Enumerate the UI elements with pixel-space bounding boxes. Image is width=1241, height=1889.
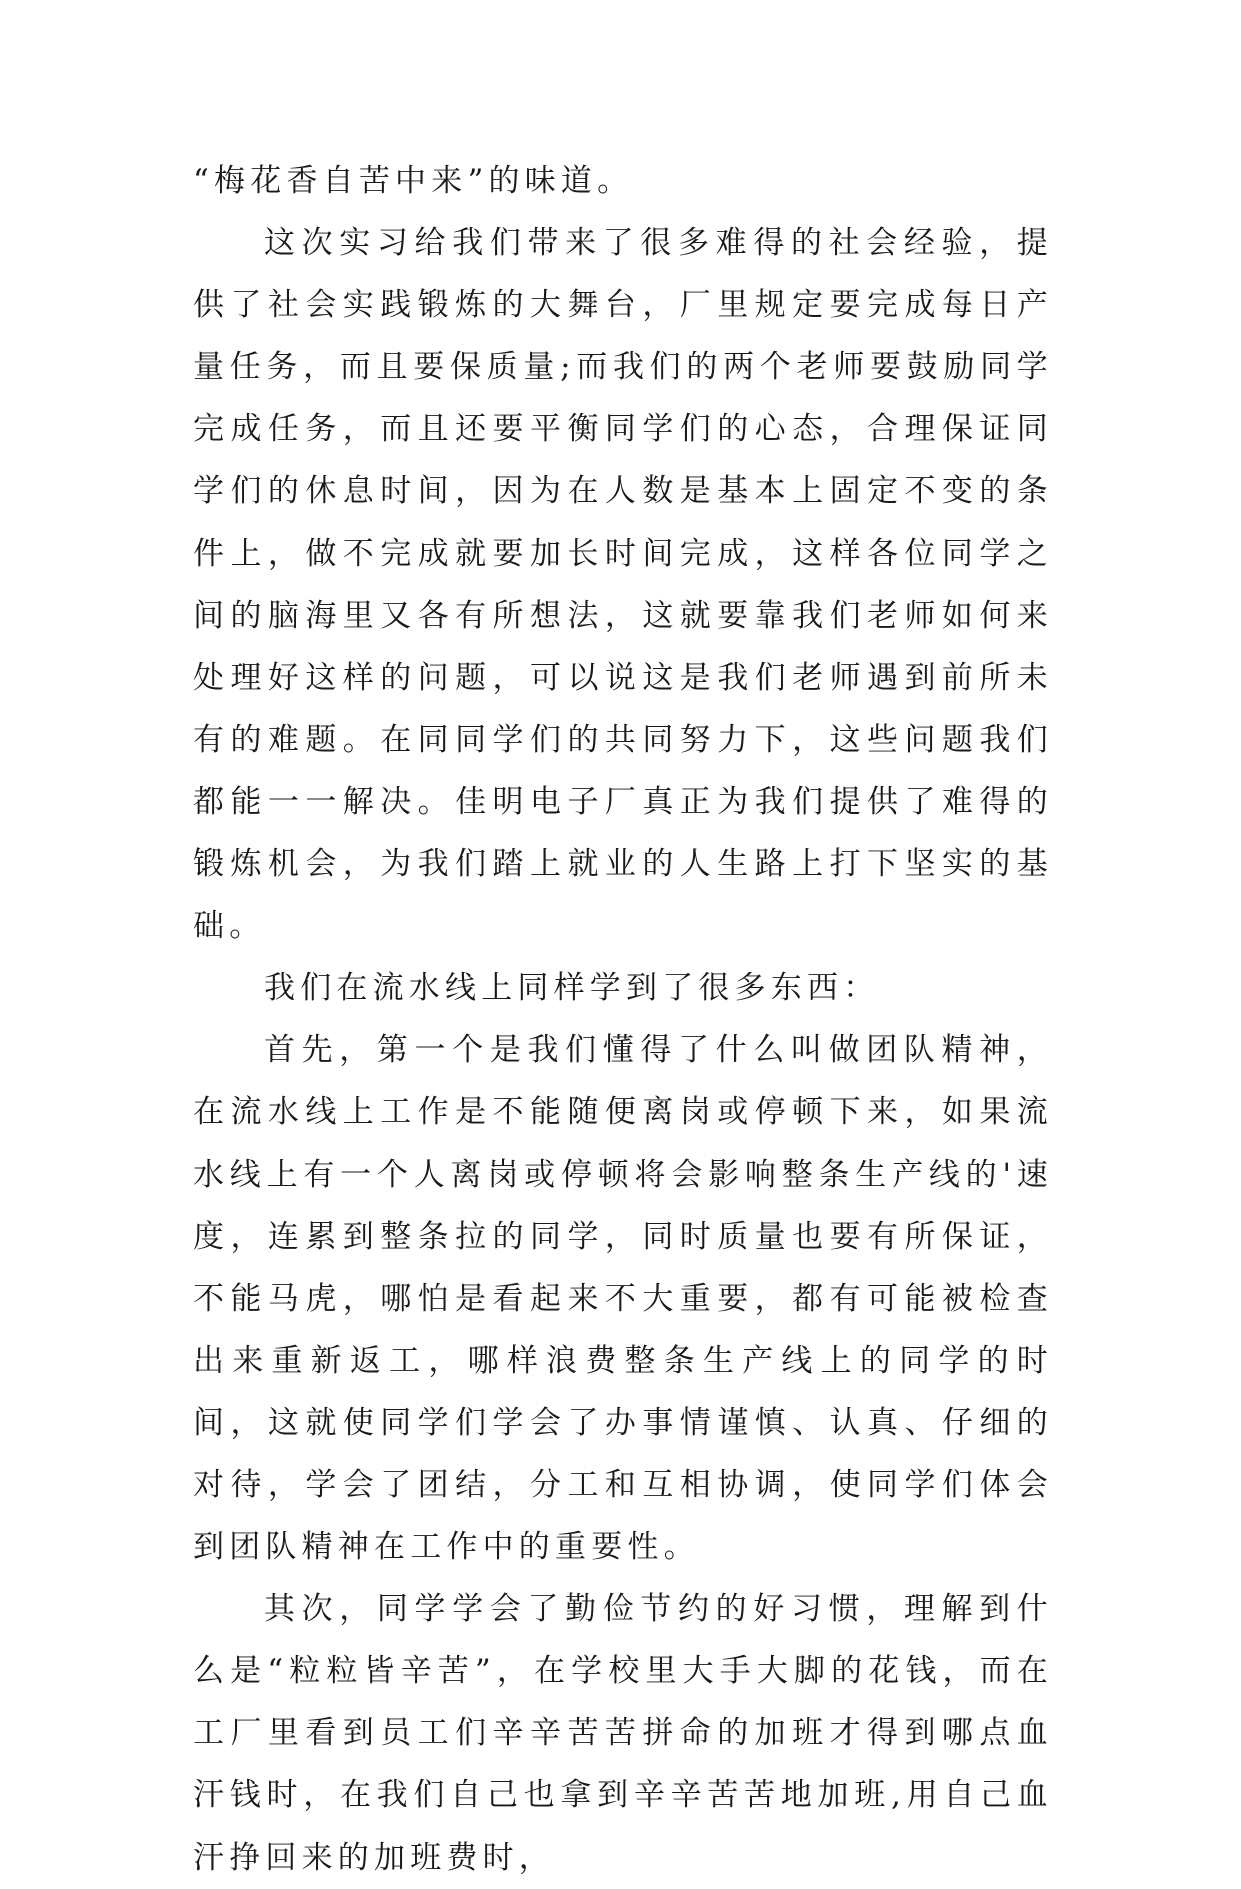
paragraph-internship-experience: 这次实习给我们带来了很多难得的社会经验，提供了社会实践锻炼的大舞台，厂里规定要完成每日产量任务，而且要保质量;而我们的两个老师要鼓励同学完成任务，而且还要平衡同学们的心态，合理保证同学们的休息时间，因为在人数是基本上固定不变的条件上，做不完成就要加长时间完成，这样各位同学之间的脑海里又各有所想法，这就要靠我们老师如何来处理好这样的问题，可以说这是我们老师遇到前所未有的难题。在同同学们的共同努力下，这些问题我们都能一一解决。佳明电子厂真正为我们提供了难得的锻炼机会，为我们踏上就业的人生路上打下坚实的基础。 — [193, 225, 1053, 945]
paragraph-thrift: 其次，同学学会了勤俭节约的好习惯，理解到什么是“粒粒皆辛苦”，在学校里大手大脚的花钱，而在工厂里看到员工们辛辛苦苦拼命的加班才得到哪点血汗钱时，在我们自己也拿到辛辛苦苦地加班,用自己血汗挣回来的加班费时， — [193, 1591, 1053, 1876]
body-text — [193, 150, 1053, 1889]
paragraph-team-spirit: 首先，第一个是我们懂得了什么叫做团队精神，在流水线上工作是不能随便离岗或停顿下来，如果流水线上有一个人离岗或停顿将会影响整条生产线的'速度，连累到整条拉的同学，同时质量也要有所保证，不能马虎，哪怕是看起来不大重要，都有可能被检查出来重新返工，哪样浪费整条生产线上的同学的时间，这就使同学们学会了办事情谨慎、认真、仔细的对待，学会了团结，分工和互相协调，使同学们体会到团队精神在工作中的重要性。 — [193, 1032, 1053, 1566]
paragraph-assembly-line-intro: 我们在流水线上同样学到了很多东西： — [264, 970, 880, 1007]
paragraph-continuation: “梅花香自苦中来”的味道。 — [193, 163, 634, 199]
